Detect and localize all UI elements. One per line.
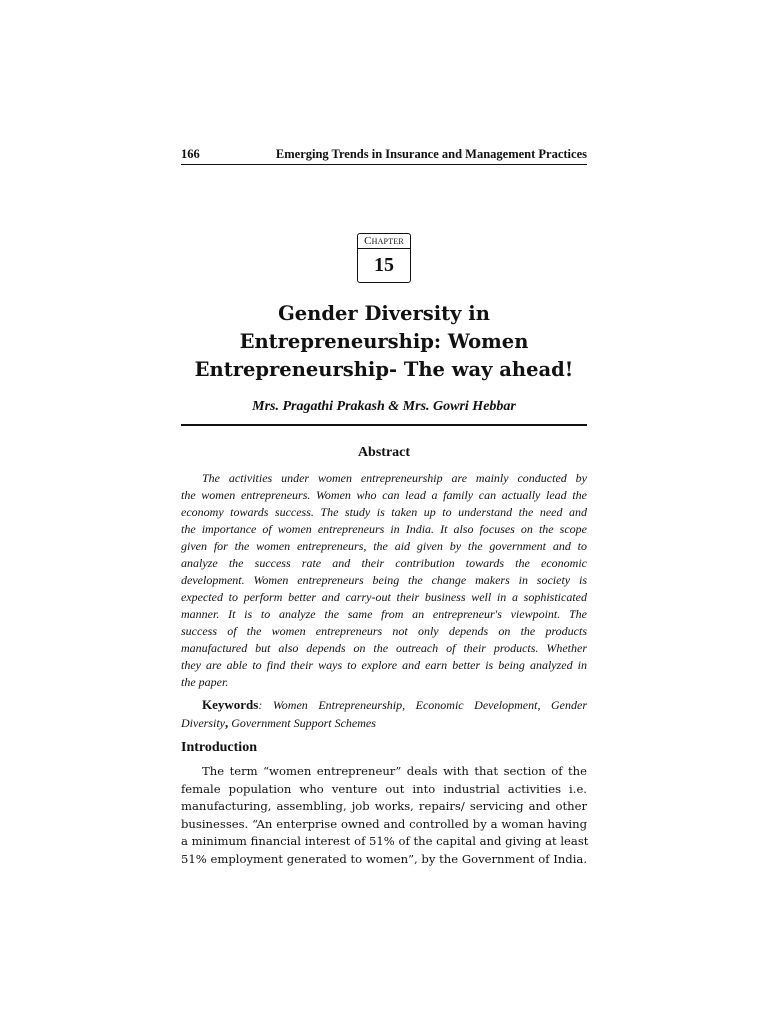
introduction-line: 51% employment generated to women”, by the Government of India.	[181, 851, 587, 866]
title-line: Entrepreneurship: Women	[239, 330, 529, 353]
abstract-line: manufactured but also depends on the outreach of their products. Whether	[181, 641, 587, 655]
abstract-line: given for the women entrepreneurs, the aid given by the government and to	[181, 539, 587, 553]
abstract-line: the women entrepreneurs. Women who can lead a family can actually lead the	[181, 488, 587, 502]
abstract-heading: Abstract	[357, 445, 411, 460]
abstract-line: development. Women entrepreneurs being the change makers in society is	[181, 573, 587, 587]
keywords-line	[181, 714, 587, 732]
keywords-text: : Women Entrepreneurship, Economic Development, Gender	[258, 698, 587, 712]
abstract-body	[181, 470, 587, 691]
keywords-text: Government Support Schemes	[228, 716, 376, 730]
introduction-line: The term “women entrepreneur” deals with that section of the	[202, 764, 587, 778]
chapter-title	[181, 300, 587, 384]
keywords-separator: ,	[225, 715, 229, 730]
introduction-line: businesses. “An enterprise owned and controlled by a woman having	[181, 816, 587, 831]
introduction-heading: Introduction	[181, 740, 257, 755]
chapter-badge	[357, 233, 411, 283]
abstract-line: analyze the success rate and their contribution towards the economic	[181, 556, 587, 570]
header-rule	[181, 164, 587, 165]
book-title: Emerging Trends in Insurance and Management Practices	[275, 147, 587, 161]
chapter-number: 15	[374, 254, 394, 276]
keywords-label: Keywords	[202, 697, 259, 712]
abstract-line: success of the women entrepreneurs not only depends on the products	[181, 624, 587, 638]
introduction-line: a minimum financial interest of 51% of the capital and giving at least	[181, 834, 589, 848]
introduction-line: manufacturing, assembling, job works, repairs/ servicing and other	[181, 799, 587, 813]
keywords	[181, 696, 587, 732]
abstract-line: the paper.	[181, 675, 229, 689]
page-number: 166	[181, 147, 200, 161]
authors: Mrs. Pragathi Prakash & Mrs. Gowri Hebbar	[252, 399, 516, 414]
chapter-label: Chapter	[358, 234, 410, 249]
introduction-body	[181, 763, 587, 868]
introduction-line: female population who venture out into industrial activities i.e.	[181, 781, 587, 796]
running-header	[181, 140, 587, 162]
title-line: Entrepreneurship- The way ahead!	[194, 358, 574, 381]
abstract-line: The activities under women entrepreneurship are mainly conducted by	[202, 471, 587, 485]
abstract-line: manner. It is to analyze the same from an entrepreneur's viewpoint. The	[181, 607, 587, 621]
title-line: Gender Diversity in	[278, 302, 490, 325]
abstract-line: expected to perform better and carry-out their business well in a sophisticated	[181, 590, 587, 604]
keywords-line	[181, 696, 587, 714]
abstract-line: they are able to find their ways to explore and earn better is being analyzed in	[181, 658, 587, 672]
author-rule	[181, 424, 587, 426]
keywords-text: Diversity	[181, 716, 225, 730]
abstract-line: the importance of women entrepreneurs in India. It also focuses on the scope	[181, 522, 587, 536]
abstract-line: economy towards success. The study is taken up to understand the need and	[181, 505, 587, 519]
